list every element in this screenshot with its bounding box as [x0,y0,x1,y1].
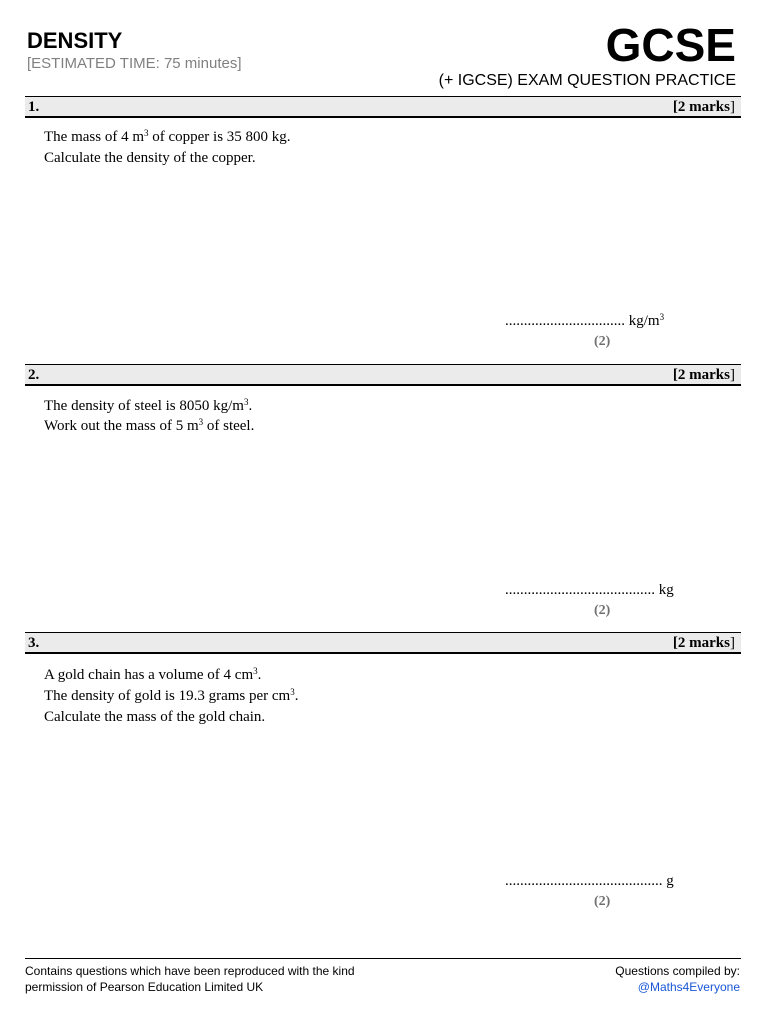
question-3-bar [25,632,741,654]
question-1-line-1: The mass of 4 $m^3$ of copper is 35 800 kg. [44,128,291,145]
answer-line: .......................................... g [505,873,674,889]
question-points: (2) [594,603,611,618]
question-2-line-1: The density of steel is 8050 $kg/m^3$. [44,397,253,414]
question-number: 3. [28,635,40,651]
footer-divider [25,958,741,959]
question-marks: [2 marks] [672,367,735,383]
answer-line: ........................................ kg [505,582,674,598]
question-number: 1. [28,99,40,115]
level-heading: GCSE [605,19,736,71]
question-2-bar [25,364,741,386]
answer-line: ................................ $kg/m^3$ [505,312,665,329]
question-1-line-2: Calculate the density of the copper. [44,150,256,166]
question-3-line-1: A gold chain has a volume of 4 $cm^3$. [44,666,262,683]
estimated-time: [ESTIMATED TIME: 75 minutes] [27,55,242,72]
question-points: (2) [594,334,611,349]
author-handle-link[interactable]: @Maths4Everyone [637,980,740,994]
footer-credits: Questions compiled by: @Maths4Everyone [615,964,740,994]
question-3-line-3: Calculate the mass of the gold chain. [44,709,266,725]
question-marks: [2 marks] [672,635,735,651]
question-marks: [2 marks] [672,99,735,115]
question-number: 2. [28,367,40,383]
question-points: (2) [594,894,611,909]
document-title: DENSITY [27,28,123,53]
question-2-line-2: Work out the mass of 5 $m^3$ of steel. [44,417,255,434]
question-1-bar [25,96,741,118]
question-3-line-2: The density of gold is 19.3 grams per $cm^3$. [44,687,299,704]
footer-permission: Contains questions which have been reproduced with the kind permission of Pearson Education Limited UK [25,964,355,994]
exam-subtitle: (+ IGCSE) EXAM QUESTION PRACTICE [438,72,736,89]
